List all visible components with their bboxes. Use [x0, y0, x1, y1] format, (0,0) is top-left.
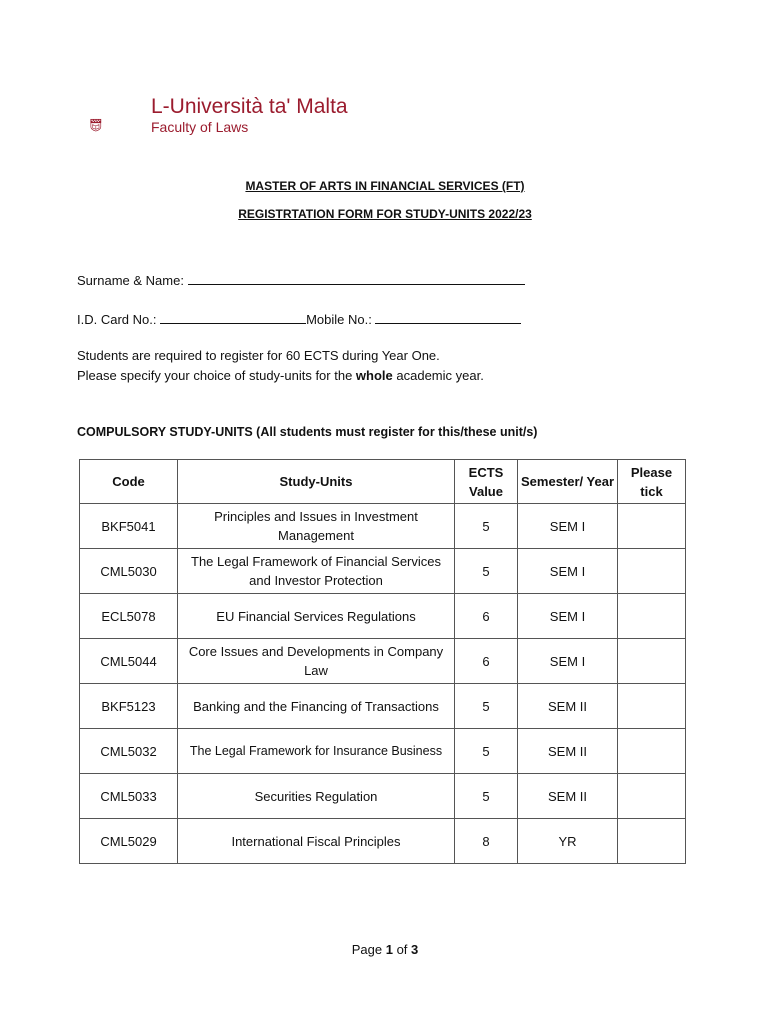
- study-units-table: [79, 459, 686, 864]
- header-please-tick: Please tick: [618, 460, 686, 504]
- tick-cell[interactable]: [618, 684, 686, 729]
- unit-ects: 5: [455, 729, 518, 774]
- programme-title: MASTER OF ARTS IN FINANCIAL SERVICES (FT): [245, 179, 525, 193]
- table-row: [80, 684, 686, 729]
- header-semester-year: Semester/ Year: [518, 460, 618, 504]
- unit-title: International Fiscal Principles: [178, 819, 455, 864]
- unit-code: CML5030: [80, 549, 178, 594]
- unit-semester: SEM II: [518, 774, 618, 819]
- id-mobile-field-row: [77, 311, 521, 327]
- table-row: [80, 504, 686, 549]
- unit-code: ECL5078: [80, 594, 178, 639]
- mobile-input-line[interactable]: [375, 311, 521, 324]
- instruction-line-1: Students are required to register for 60 ECTS during Year One.: [77, 348, 440, 363]
- unit-ects: 8: [455, 819, 518, 864]
- tick-cell[interactable]: [618, 549, 686, 594]
- unit-code: CML5032: [80, 729, 178, 774]
- page-word: Page: [351, 942, 383, 957]
- unit-title: The Legal Framework of Financial Services and Investor Protection: [178, 549, 455, 594]
- surname-field-row: [77, 272, 525, 288]
- table-row: [80, 549, 686, 594]
- unit-semester: SEM I: [518, 504, 618, 549]
- unit-title: Core Issues and Developments in Company Law: [178, 639, 455, 684]
- instruction-text-bold: whole: [355, 368, 393, 383]
- mobile-label: Mobile No.:: [306, 312, 372, 327]
- header-code: Code: [80, 460, 178, 504]
- compulsory-section-title: COMPULSORY STUDY-UNITS (All students must register for this/these unit/s): [77, 425, 538, 439]
- table-row: [80, 729, 686, 774]
- unit-ects: 5: [455, 684, 518, 729]
- unit-semester: SEM I: [518, 549, 618, 594]
- faculty-name: Faculty of Laws: [151, 119, 249, 135]
- form-title: REGISTRTATION FORM FOR STUDY-UNITS 2022/23: [238, 207, 532, 221]
- table-row: [80, 639, 686, 684]
- unit-ects: 5: [455, 504, 518, 549]
- tick-cell[interactable]: [618, 594, 686, 639]
- unit-code: BKF5041: [80, 504, 178, 549]
- tick-cell[interactable]: [618, 729, 686, 774]
- unit-ects: 6: [455, 594, 518, 639]
- tick-cell[interactable]: [618, 504, 686, 549]
- unit-semester: SEM II: [518, 684, 618, 729]
- table-row: [80, 594, 686, 639]
- university-crest-logo: [90, 95, 146, 155]
- unit-semester: SEM I: [518, 594, 618, 639]
- instruction-line-2: [77, 368, 484, 383]
- table-row: [80, 819, 686, 864]
- unit-ects: 5: [455, 549, 518, 594]
- tick-cell[interactable]: [618, 819, 686, 864]
- unit-title: EU Financial Services Regulations: [178, 594, 455, 639]
- unit-title: Securities Regulation: [178, 774, 455, 819]
- university-name: L-Università ta' Malta: [151, 95, 348, 118]
- of-word: of: [396, 942, 408, 957]
- table-row: [80, 774, 686, 819]
- unit-code: BKF5123: [80, 684, 178, 729]
- unit-code: CML5044: [80, 639, 178, 684]
- id-card-input-line[interactable]: [160, 311, 306, 324]
- unit-title: Principles and Issues in Investment Management: [178, 504, 455, 549]
- tick-cell[interactable]: [618, 774, 686, 819]
- page-footer: [0, 942, 770, 957]
- unit-semester: SEM I: [518, 639, 618, 684]
- page-total: 3: [411, 942, 419, 957]
- unit-ects: 5: [455, 774, 518, 819]
- header-ects-value: ECTS Value: [455, 460, 518, 504]
- surname-input-line[interactable]: [188, 272, 525, 285]
- unit-title: Banking and the Financing of Transactions: [178, 684, 455, 729]
- table-header-row: [80, 460, 686, 504]
- unit-title: The Legal Framework for Insurance Business: [178, 729, 455, 774]
- unit-semester: SEM II: [518, 729, 618, 774]
- instruction-text-pre: Please specify your choice of study-units for the: [77, 368, 356, 383]
- unit-ects: 6: [455, 639, 518, 684]
- unit-code: CML5029: [80, 819, 178, 864]
- surname-label: Surname & Name:: [77, 273, 184, 288]
- instruction-text-post: academic year.: [392, 368, 484, 383]
- page-number: 1: [385, 942, 393, 957]
- unit-code: CML5033: [80, 774, 178, 819]
- header-study-units: Study-Units: [178, 460, 455, 504]
- tick-cell[interactable]: [618, 639, 686, 684]
- id-card-label: I.D. Card No.:: [77, 312, 157, 327]
- unit-semester: YR: [518, 819, 618, 864]
